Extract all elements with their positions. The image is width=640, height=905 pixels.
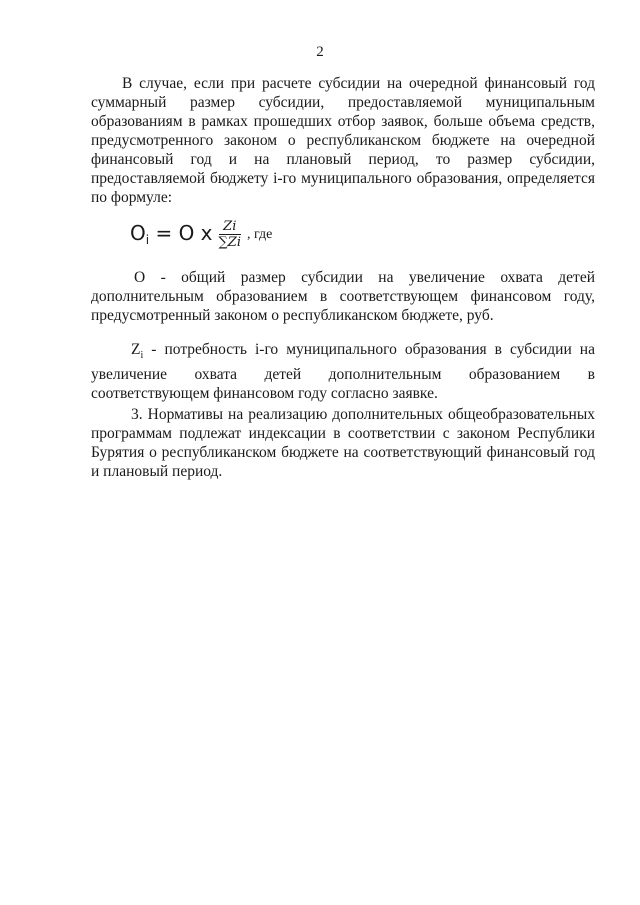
intro-paragraph: В случае, если при расчете субсидии на очередной финансовый год суммарный размер субсидии, предоставляемой муниципальным образованиям в рамках прошедших отбор заявок, больше объема средств, предусмотренного законом о республиканском бюджете на очередной финансовый год и на плановый период, то размер субсидии, предоставляемой бюджету i-го муниципального образования, определяется по формуле:	[91, 75, 595, 206]
z-definition-paragraph	[91, 340, 595, 403]
formula-lhs-symbol: O	[130, 221, 146, 245]
formula-denominator	[219, 235, 241, 250]
formula-equals: = O x	[149, 221, 213, 245]
formula-lhs-subscript: i	[145, 233, 150, 247]
z-variable: Z	[131, 341, 141, 358]
o-definition-paragraph: О - общий размер субсидии на увеличение охвата детей дополнительным образованием в соответствующем финансовом году, предусмотренный законом о республиканском бюджете, руб.	[91, 269, 595, 324]
page-number: 2	[316, 44, 324, 60]
formula-tail: , где	[247, 227, 273, 242]
formula-denominator-var: Zi	[227, 234, 241, 250]
subsidy-formula	[130, 212, 272, 256]
formula-lhs	[130, 221, 213, 247]
sum-symbol: ∑	[218, 234, 228, 250]
z-subscript: i	[140, 350, 144, 362]
item-3-paragraph: 3. Нормативы на реализацию дополнительных общеобразовательных программам подлежат индексации в соответствии с законом Республики Бурятия о республиканском бюджете на соответствующий финансовый год и плановый период.	[91, 406, 595, 480]
formula-fraction	[219, 219, 241, 250]
formula-numerator: Zi	[223, 218, 237, 234]
z-definition-text: - потребность i-го муниципального образования в субсидии на увеличение охвата детей дополнительным образованием в соответствующем финансовом году согласно заявке.	[91, 341, 595, 403]
